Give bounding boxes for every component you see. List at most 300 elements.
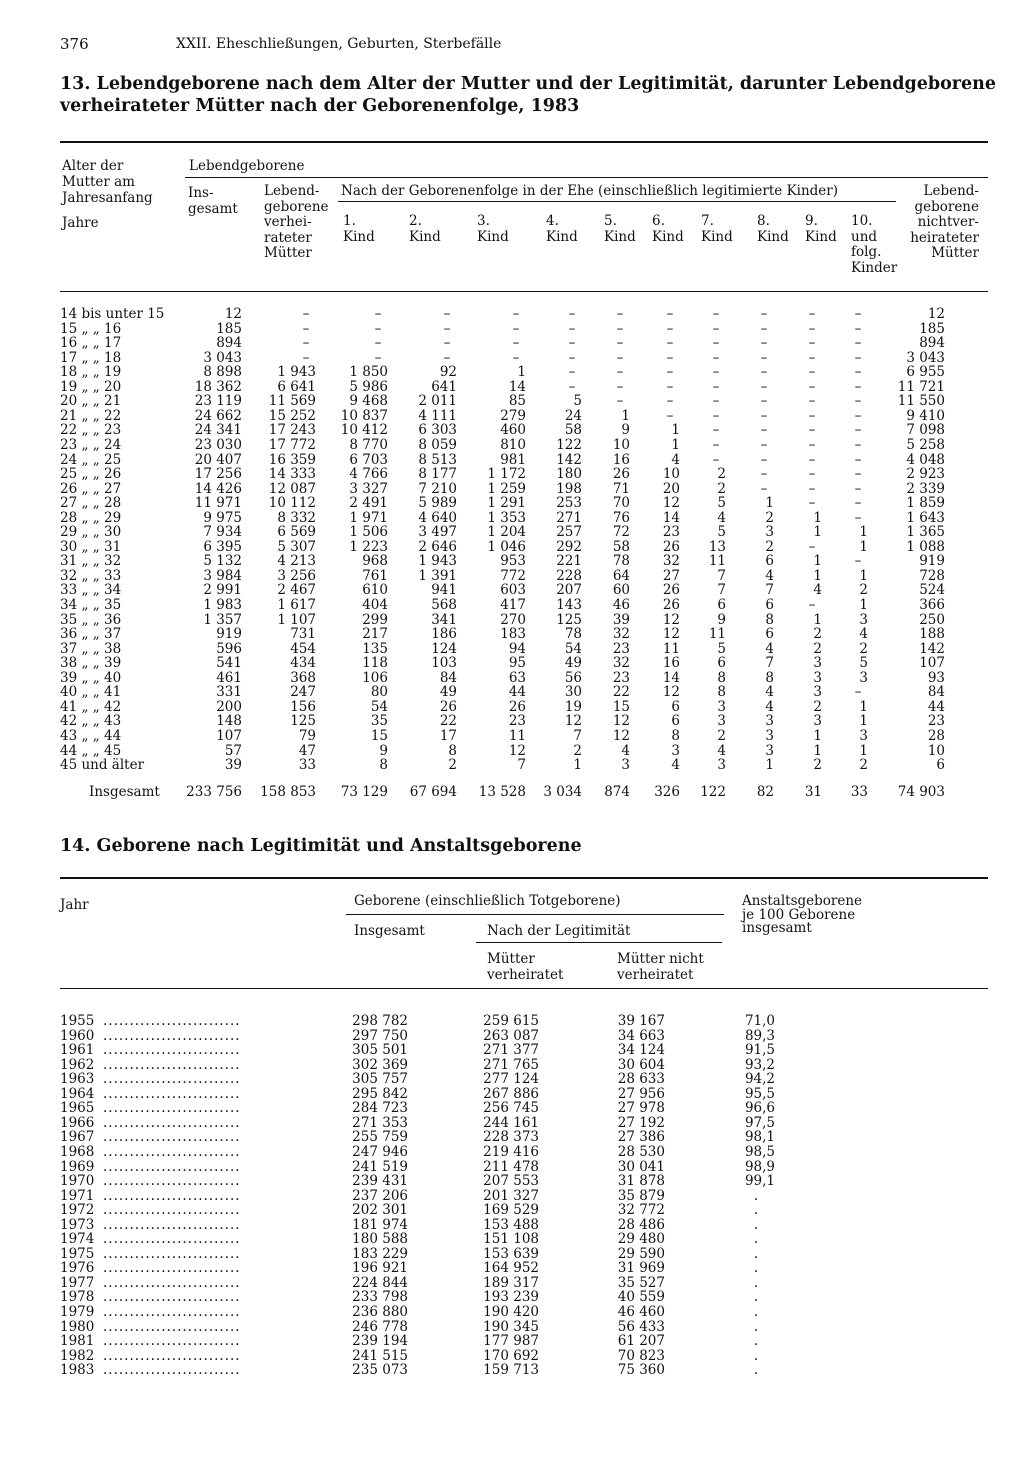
table-cell: –	[808, 393, 816, 410]
table-cell: –	[760, 320, 768, 337]
table-cell: 603	[500, 582, 526, 599]
table-cell: 1	[859, 698, 868, 715]
table-cell: 124	[431, 640, 457, 657]
table-cell: 8	[717, 684, 726, 701]
table-cell: 12	[224, 306, 242, 322]
table-cell: 3	[717, 713, 726, 730]
table-top-rule	[60, 877, 988, 879]
table-cell: 24 662	[194, 407, 242, 424]
table-cell: 7	[717, 567, 726, 584]
table-cell: 279	[500, 407, 526, 424]
table-cell: –	[760, 378, 768, 395]
table-cell: 1	[859, 538, 868, 555]
table-cell: –	[808, 320, 816, 337]
table-cell: 207 553	[483, 1173, 539, 1190]
table-row-year: 1965	[60, 1100, 95, 1117]
table-cell: 4 640	[418, 509, 457, 526]
table-cell: 524	[919, 582, 945, 599]
table-row-year: 1975	[60, 1245, 95, 1262]
table-row-age-label: 27 „ „ 28	[60, 495, 122, 512]
table-cell: 6	[936, 757, 945, 774]
table-cell: 5	[717, 524, 726, 541]
table-cell: 56	[564, 669, 582, 686]
table-cell: 26	[662, 538, 680, 555]
table-cell: 2	[765, 538, 774, 555]
table-cell: 12	[662, 626, 680, 643]
table-cell: 728	[919, 567, 945, 584]
table-14-title: 14. Geborene nach Legitimität und Anstaltsgeborene	[60, 836, 582, 856]
table-cell: 3 256	[277, 567, 316, 584]
table-cell: 250	[919, 611, 945, 628]
column-header-lebendgeborene: Lebendgeborene	[189, 158, 305, 174]
table-row-age-label: 43 „ „ 44	[60, 727, 122, 744]
leader-dots: ..........................	[103, 1013, 241, 1029]
table-cell: 32 772	[617, 1202, 665, 1219]
table-row-age-label: 30 „ „ 31	[60, 538, 122, 555]
table-cell: –	[616, 349, 624, 366]
column-header-anstaltsgeborene: je 100 Geborene	[742, 906, 856, 923]
table-cell: 224 844	[352, 1274, 408, 1291]
table-cell: 8	[448, 742, 457, 759]
table-row-year: 1967	[60, 1129, 95, 1146]
table-cell: 13	[708, 538, 726, 555]
table-cell: 7 210	[418, 480, 457, 497]
table-cell: 4 766	[349, 466, 388, 483]
table-cell: 11 721	[897, 378, 945, 395]
table-cell: 200	[216, 698, 242, 715]
table-cell: 610	[362, 582, 388, 599]
table-cell: 27 192	[617, 1114, 665, 1131]
table-cell: 4	[765, 567, 774, 584]
table-cell: 142	[556, 451, 582, 468]
leader-dots: ..........................	[103, 1274, 241, 1291]
column-header-kind: 4.	[546, 213, 559, 229]
table-cell: 1 046	[487, 538, 526, 555]
table-cell: –	[760, 364, 768, 381]
table-cell: 953	[500, 553, 526, 570]
table-cell: –	[808, 597, 816, 613]
table-cell: 31 878	[617, 1173, 665, 1190]
table-cell: 98,5	[744, 1143, 775, 1160]
table-cell: 541	[216, 655, 242, 672]
table-cell: –	[808, 436, 816, 453]
table-cell: 95	[508, 655, 526, 672]
table-cell: 20	[662, 480, 680, 497]
table-cell: –	[854, 684, 862, 701]
table-cell: 246 778	[352, 1318, 408, 1335]
table-cell: 341	[431, 611, 457, 628]
table-cell: 125	[290, 713, 316, 730]
table-cell: –	[808, 495, 816, 512]
table-cell: –	[666, 393, 674, 410]
table-cell: 39 167	[617, 1013, 665, 1029]
table-cell: .	[753, 1216, 759, 1233]
leader-dots: ..........................	[103, 1129, 241, 1146]
table-cell: –	[374, 349, 382, 366]
table-cell: 919	[216, 626, 242, 643]
table-cell: 5 986	[349, 378, 388, 395]
table-cell: –	[568, 335, 576, 352]
table-cell: 404	[362, 597, 388, 613]
table-cell: –	[854, 393, 862, 410]
table-cell: –	[854, 364, 862, 381]
table-cell: 761	[362, 567, 388, 584]
leader-dots: ..........................	[103, 1216, 241, 1233]
table-cell: 284 723	[352, 1100, 408, 1117]
page-number: 376	[60, 35, 89, 53]
table-cell: 3 497	[418, 524, 457, 541]
table-cell: .	[753, 1304, 759, 1320]
table-cell: 180 588	[352, 1231, 408, 1248]
table-cell: 299	[362, 611, 388, 628]
table-cell: 142	[919, 640, 945, 657]
table-cell: 217	[362, 626, 388, 643]
total-cell: 74 903	[897, 784, 945, 800]
table-cell: 26	[508, 698, 526, 715]
leader-dots: ..........................	[103, 1260, 241, 1277]
table-cell: .	[753, 1187, 759, 1204]
table-row-year: 1960	[60, 1027, 95, 1044]
column-header-kind: 6.	[652, 213, 665, 229]
table-cell: 5 132	[203, 553, 242, 570]
column-header-kind: Kind	[409, 228, 441, 245]
table-cell: 6 955	[906, 364, 945, 381]
table-cell: 5	[573, 393, 582, 410]
table-cell: 434	[290, 655, 316, 672]
table-cell: 11	[708, 626, 726, 643]
leader-dots: ..........................	[103, 1100, 241, 1117]
column-header-verheirateter: Mütter	[264, 245, 312, 262]
table-cell: 2	[859, 582, 868, 599]
table-cell: 5 989	[418, 495, 457, 512]
table-cell: 8	[765, 669, 774, 686]
total-cell: 3 034	[543, 784, 582, 800]
table-cell: 28 486	[617, 1216, 665, 1233]
table-cell: –	[443, 349, 451, 366]
table-cell: –	[302, 306, 310, 322]
table-cell: 30 041	[617, 1158, 665, 1175]
table-cell: 4	[621, 742, 630, 759]
table-cell: 1	[621, 407, 630, 424]
table-cell: 23 119	[194, 393, 242, 410]
column-header-legitimitaet: Nach der Legitimität	[487, 923, 631, 939]
table-cell: 641	[431, 378, 457, 395]
table-cell: 1	[859, 597, 868, 613]
table-cell: 331	[216, 684, 242, 701]
table-cell: 368	[290, 669, 316, 686]
table-cell: 6 641	[277, 378, 316, 395]
table-cell: 96,6	[744, 1100, 775, 1117]
table-cell: 26	[439, 698, 457, 715]
column-header-years: Jahre	[62, 215, 99, 231]
table-cell: 271 353	[352, 1114, 408, 1131]
table-cell: 1	[813, 742, 822, 759]
table-cell: 12	[662, 495, 680, 512]
table-cell: 1	[859, 713, 868, 730]
table-cell: –	[443, 335, 451, 352]
header-rule	[476, 942, 722, 943]
table-cell: 4	[717, 742, 726, 759]
table-cell: –	[760, 393, 768, 410]
table-cell: 1	[859, 567, 868, 584]
table-cell: 28 633	[617, 1071, 665, 1088]
table-cell: 3	[813, 713, 822, 730]
table-cell: 241 515	[352, 1347, 408, 1364]
table-cell: 6 395	[203, 538, 242, 555]
table-row-age-label: 31 „ „ 32	[60, 553, 122, 570]
table-cell: 3	[765, 524, 774, 541]
table-cell: 186	[431, 626, 457, 643]
table-row-age-label: 20 „ „ 21	[60, 393, 122, 410]
table-cell: 2	[813, 640, 822, 657]
table-cell: 3	[717, 757, 726, 774]
table-cell: –	[512, 306, 520, 322]
table-cell: 305 757	[352, 1071, 408, 1088]
table-cell: 267 886	[483, 1085, 539, 1102]
table-row-year: 1982	[60, 1347, 95, 1364]
table-cell: 40 559	[617, 1289, 665, 1306]
column-header-jahr: Jahr	[60, 897, 89, 913]
table-cell: 75 360	[617, 1362, 665, 1379]
table-cell: 61 207	[617, 1333, 665, 1350]
table-row-year: 1964	[60, 1085, 95, 1102]
table-cell: –	[512, 335, 520, 352]
table-cell: 190 420	[483, 1304, 539, 1320]
table-cell: –	[712, 335, 720, 352]
table-cell: –	[666, 407, 674, 424]
table-cell: 49	[564, 655, 582, 672]
column-header-muetter-nicht-verheiratet: Mütter nicht	[617, 951, 704, 967]
table-cell: –	[568, 306, 576, 322]
table-cell: 84	[927, 684, 945, 701]
table-cell: 2	[448, 757, 457, 774]
table-cell: 135	[362, 640, 388, 657]
table-cell: 188	[919, 626, 945, 643]
table-row-age-label: 19 „ „ 20	[60, 378, 122, 395]
table-cell: –	[854, 422, 862, 439]
table-cell: 28	[927, 727, 945, 744]
table-cell: –	[616, 364, 624, 381]
table-cell: 5	[717, 495, 726, 512]
table-cell: 1	[765, 495, 774, 512]
table-cell: 259 615	[483, 1013, 539, 1029]
table-cell: 9	[717, 611, 726, 628]
table-row-age-label: 41 „ „ 42	[60, 698, 122, 715]
table-row-year: 1973	[60, 1216, 95, 1233]
table-cell: 12	[662, 684, 680, 701]
table-cell: 11 550	[897, 393, 945, 410]
table-cell: –	[568, 320, 576, 337]
table-cell: 64	[612, 567, 630, 584]
table-cell: 3 043	[203, 349, 242, 366]
column-header-verheirateter: rateter	[264, 229, 312, 246]
column-header-nichtverheirateter: geborene	[914, 198, 979, 215]
column-header-anstaltsgeborene: Anstaltsgeborene	[742, 893, 863, 909]
table-cell: 2	[813, 626, 822, 643]
table-cell: 35 879	[617, 1187, 665, 1204]
table-cell: 57	[224, 742, 242, 759]
leader-dots: ..........................	[103, 1114, 241, 1131]
table-cell: 79	[298, 727, 316, 744]
table-cell: 3	[765, 713, 774, 730]
header-bottom-rule	[60, 988, 988, 989]
table-cell: 207	[556, 582, 582, 599]
table-cell: 94,2	[744, 1071, 775, 1088]
leader-dots: ..........................	[103, 1333, 241, 1350]
column-header-nichtverheirateter: heirateter	[910, 229, 979, 246]
table-cell: 1	[517, 364, 526, 381]
table-row-age-label: 25 „ „ 26	[60, 466, 122, 483]
table-cell: –	[854, 451, 862, 468]
table-cell: 70 823	[617, 1347, 665, 1364]
table-cell: 295 842	[352, 1085, 408, 1102]
table-row-age-label: 29 „ „ 30	[60, 524, 122, 541]
table-cell: 76	[612, 509, 630, 526]
table-cell: 4	[859, 626, 868, 643]
table-cell: 103	[431, 655, 457, 672]
table-cell: 181 974	[352, 1216, 408, 1233]
table-cell: 12	[927, 306, 945, 322]
table-cell: –	[760, 407, 768, 424]
table-cell: 9	[379, 742, 388, 759]
table-row-age-label: 35 „ „ 36	[60, 611, 122, 628]
table-row-age-label: 33 „ „ 34	[60, 582, 122, 599]
table-cell: 34 124	[617, 1042, 665, 1059]
column-header-kind: 10.	[851, 213, 873, 229]
table-row-age-label: 26 „ „ 27	[60, 480, 122, 497]
leader-dots: ..........................	[103, 1202, 241, 1219]
table-cell: 177 987	[483, 1333, 539, 1350]
table-cell: –	[616, 306, 624, 322]
header-rule	[346, 914, 724, 915]
column-header-kind: Kinder	[851, 259, 898, 276]
table-cell: 298 782	[352, 1013, 408, 1029]
table-cell: –	[808, 364, 816, 381]
column-header-kind: Kind	[343, 228, 375, 245]
column-header-nichtverheirateter: Lebend-	[923, 183, 979, 199]
table-cell: 10 112	[268, 495, 316, 512]
table-row-age-label: 42 „ „ 43	[60, 713, 122, 730]
table-cell: –	[854, 349, 862, 366]
table-cell: 1 971	[349, 509, 388, 526]
table-cell: .	[753, 1333, 759, 1350]
table-cell: –	[808, 451, 816, 468]
table-cell: 4	[765, 698, 774, 715]
table-cell: .	[753, 1202, 759, 1219]
table-row-age-label: 32 „ „ 33	[60, 567, 122, 584]
total-cell: 13 528	[478, 784, 526, 800]
table-cell: –	[712, 407, 720, 424]
table-13-title-line1: 13. Lebendgeborene nach dem Alter der Mutter und der Legitimität, darunter Lebendgeborene	[60, 74, 996, 94]
table-cell: 11 569	[268, 393, 316, 410]
table-cell: 3	[859, 669, 868, 686]
table-cell: 460	[500, 422, 526, 439]
table-cell: 49	[439, 684, 457, 701]
table-row-year: 1983	[60, 1362, 95, 1379]
table-cell: 98,9	[744, 1158, 775, 1175]
table-cell: 2 491	[349, 495, 388, 512]
column-header-age: Jahresanfang	[62, 190, 153, 206]
table-row-year: 1968	[60, 1143, 95, 1160]
table-cell: 196 921	[352, 1260, 408, 1277]
table-cell: 270	[500, 611, 526, 628]
table-cell: –	[712, 320, 720, 337]
table-cell: 164 952	[483, 1260, 539, 1277]
table-cell: 1 850	[349, 364, 388, 381]
table-row-year: 1970	[60, 1173, 95, 1190]
table-cell: 71,0	[744, 1013, 775, 1029]
table-cell: 11 971	[194, 495, 242, 512]
table-cell: –	[808, 466, 816, 483]
table-cell: 7	[517, 757, 526, 774]
table-cell: 1	[573, 757, 582, 774]
table-row-age-label: 38 „ „ 39	[60, 655, 122, 672]
table-cell: 3	[717, 698, 726, 715]
table-cell: 211 478	[483, 1158, 539, 1175]
column-header-muetter-verheiratet: verheiratet	[487, 966, 564, 983]
leader-dots: ..........................	[103, 1187, 241, 1204]
table-cell: 596	[216, 640, 242, 657]
table-cell: 46 460	[617, 1304, 665, 1320]
table-cell: 256 745	[483, 1100, 539, 1117]
table-cell: –	[854, 495, 862, 512]
table-cell: 894	[919, 335, 945, 352]
table-cell: –	[854, 306, 862, 322]
table-cell: 1 506	[349, 524, 388, 541]
table-cell: 39	[224, 757, 242, 774]
table-cell: –	[374, 335, 382, 352]
table-cell: 93	[927, 669, 945, 686]
table-cell: 12 087	[268, 480, 316, 497]
table-row-age-label: 23 „ „ 24	[60, 436, 122, 453]
column-header-kind: 8.	[757, 213, 770, 229]
column-header-kind: 2.	[409, 213, 422, 229]
table-cell: 148	[216, 713, 242, 730]
column-header-kind: 5.	[604, 213, 617, 229]
table-cell: 12	[564, 713, 582, 730]
table-cell: 16	[662, 655, 680, 672]
table-cell: .	[753, 1245, 759, 1262]
table-cell: 253	[556, 495, 582, 512]
table-cell: –	[302, 349, 310, 366]
table-cell: 2	[813, 698, 822, 715]
table-cell: 236 880	[352, 1304, 408, 1320]
column-header-kind: 9.	[805, 213, 818, 229]
table-cell: 16 359	[268, 451, 316, 468]
table-cell: 32	[612, 626, 630, 643]
table-cell: –	[666, 306, 674, 322]
table-cell: 8 059	[418, 436, 457, 453]
table-cell: 180	[556, 466, 582, 483]
table-cell: –	[760, 422, 768, 439]
table-cell: –	[512, 320, 520, 337]
table-cell: 1	[859, 524, 868, 541]
table-cell: 89,3	[744, 1027, 775, 1044]
table-row-year: 1978	[60, 1289, 95, 1306]
table-row-year: 1961	[60, 1042, 95, 1059]
table-cell: 919	[919, 553, 945, 570]
leader-dots: ..........................	[103, 1042, 241, 1059]
table-row-year: 1955	[60, 1013, 95, 1029]
leader-dots: ..........................	[103, 1056, 241, 1073]
column-header-age: Mutter am	[62, 174, 135, 190]
table-cell: 10	[662, 466, 680, 483]
table-cell: 12	[612, 727, 630, 744]
table-cell: 4	[765, 684, 774, 701]
table-cell: 263 087	[483, 1027, 539, 1044]
table-cell: 9 410	[906, 407, 945, 424]
table-cell: 3	[859, 727, 868, 744]
